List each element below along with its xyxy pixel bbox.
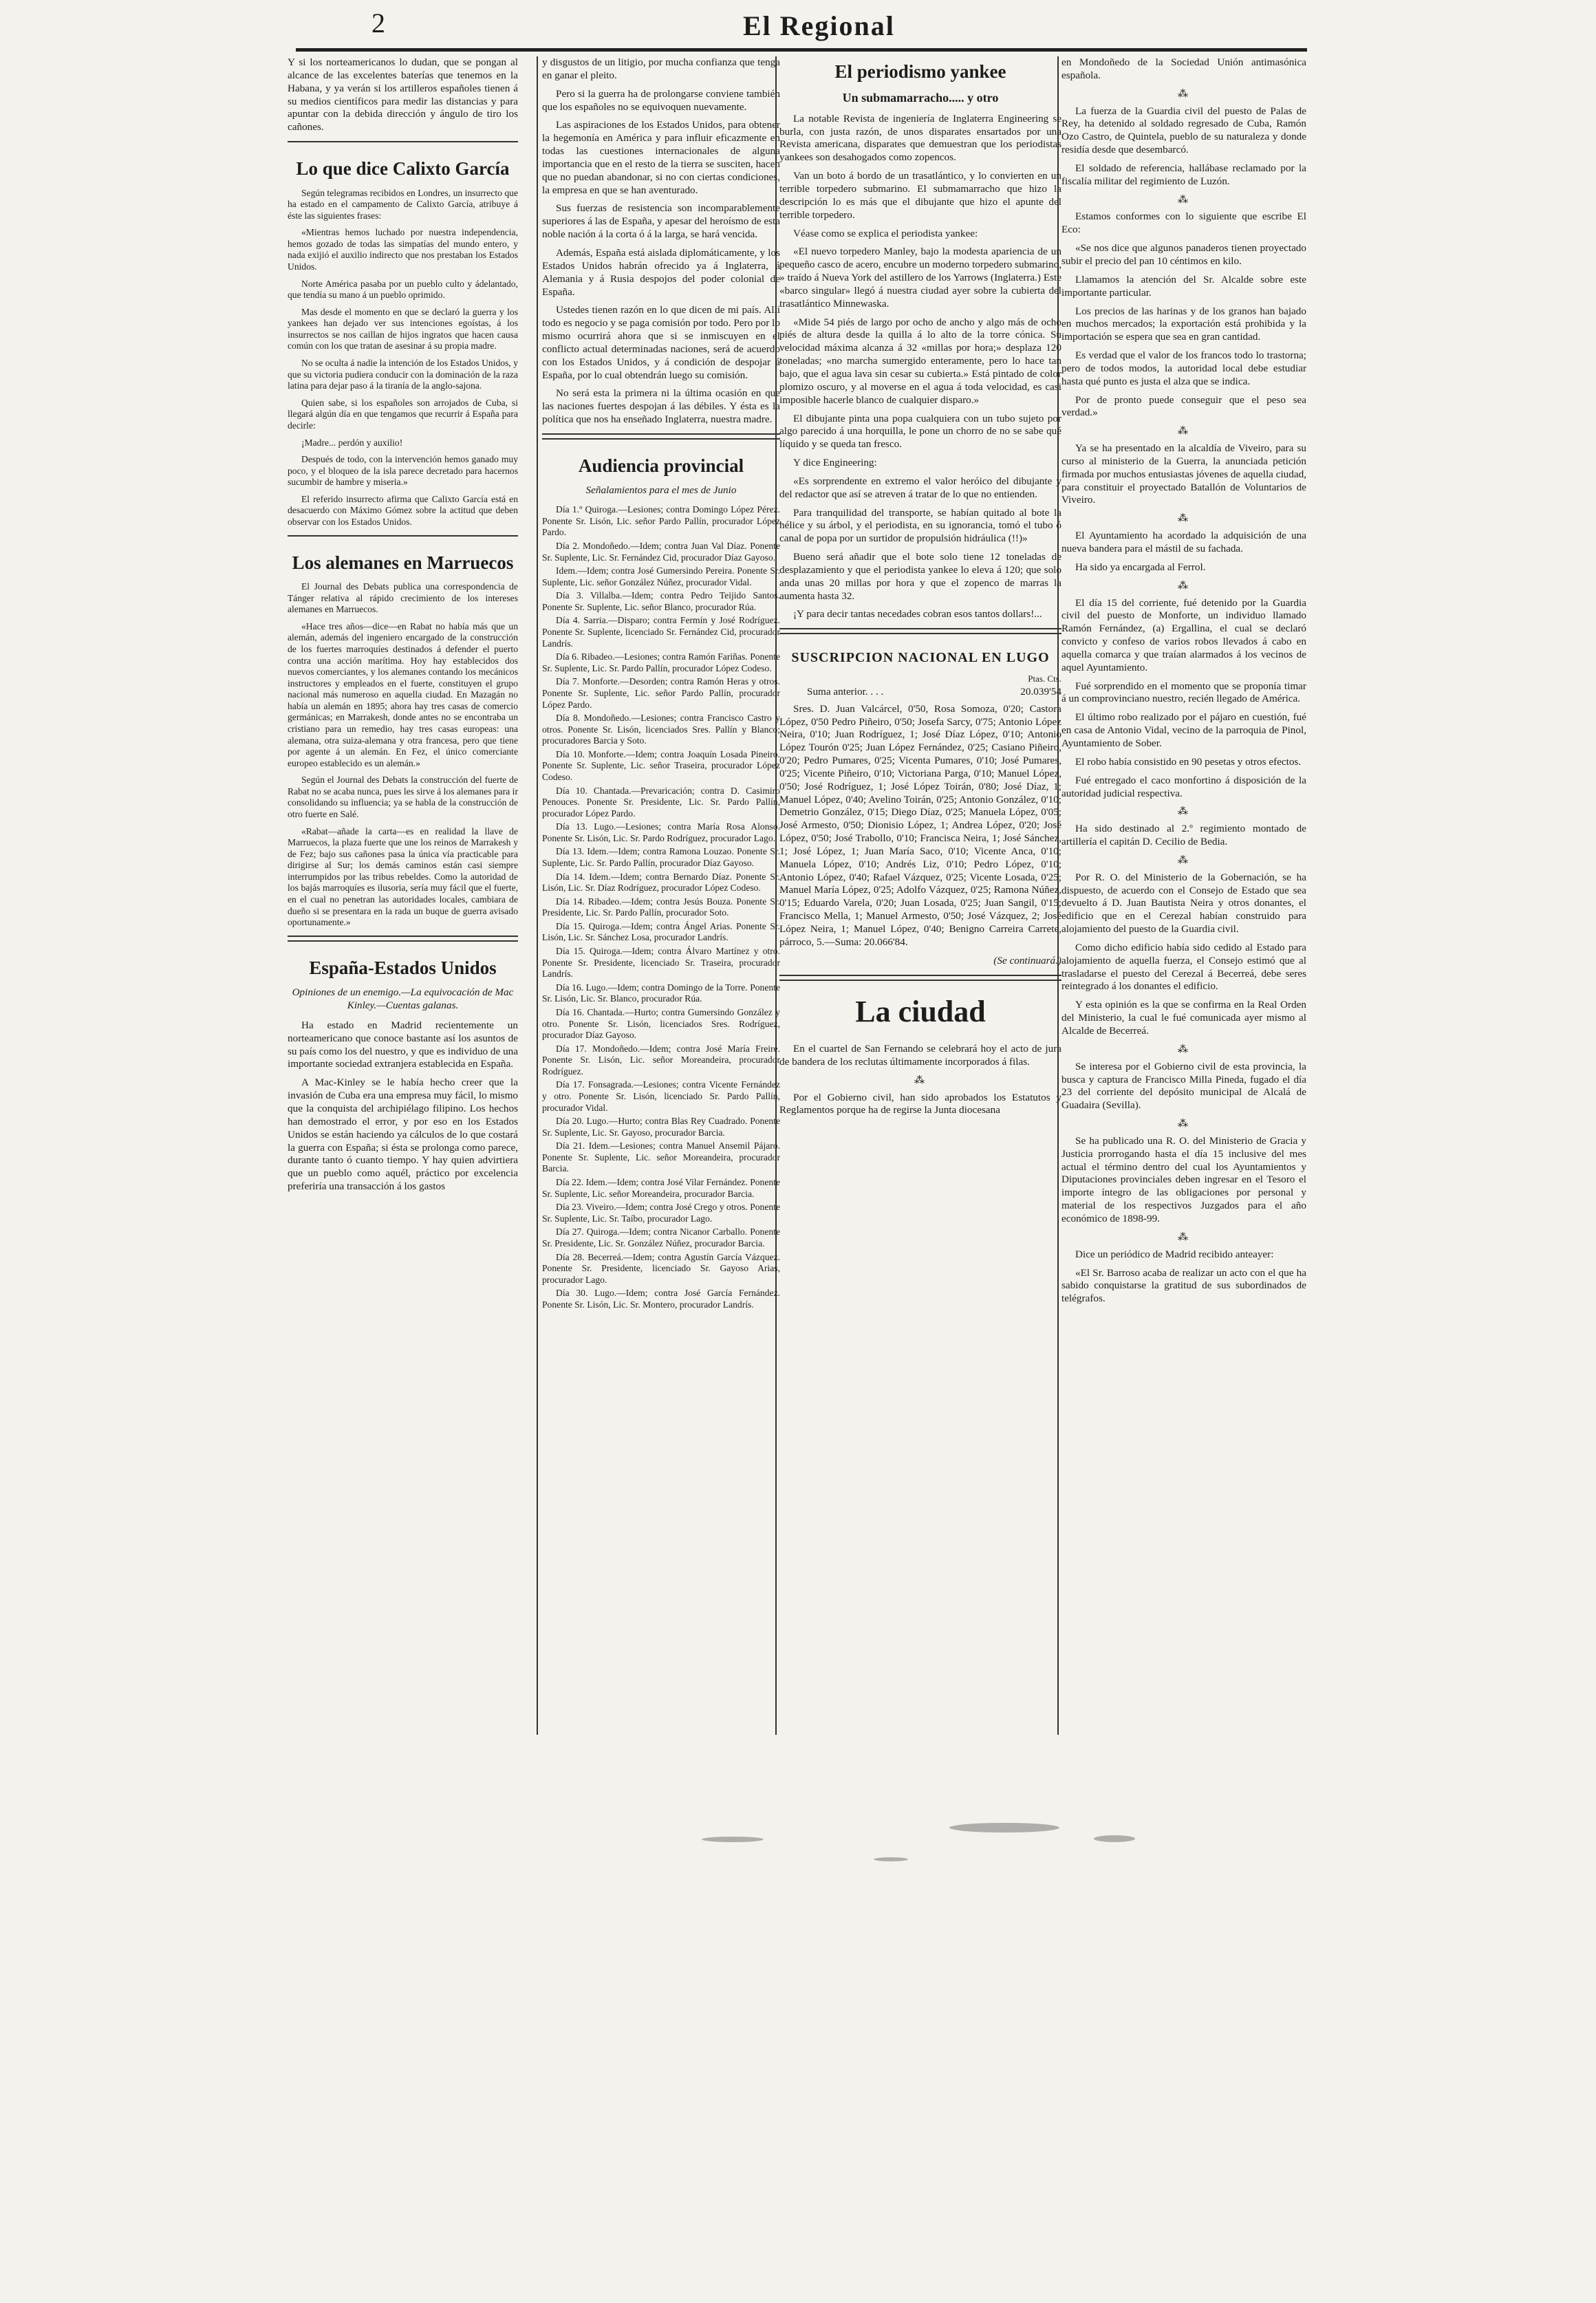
article-text: Para tranquilidad del transporte, se habían quitado al bote la hélice y su árbol, y el periodista, en su ignorancia, tomó el tubo ó canal de popa por un surtidor de propulsión hidráulica (!!)» xyxy=(779,506,1061,545)
scan-noise xyxy=(949,1823,1059,1832)
separator: ⁂ xyxy=(1177,805,1191,818)
court-entry: Día 17. Fonsagrada.—Lesiones; contra Vicente Fernández y otro. Ponente Sr. Lisón, licenciado Sr. Pardo Pallín, procurador Vidal. xyxy=(542,1079,780,1113)
article-text: Sus fuerzas de resistencia son incomparablemente superiores á las de España, y apesar del heroísmo de esta noble nación á la corta ó á la larga, se hará vencida. xyxy=(542,202,780,241)
news-item: La fuerza de la Guardia civil del puesto de Palas de Rey, ha detenido al soldado regresado de Cuba, Ramón Ozo Castro, de Quintela, pueblo de su naturaleza y donde residía desde que desembarcó. xyxy=(1061,105,1306,156)
article-text: Según telegramas recibidos en Londres, un insurrecto que ha estado en el campamento de Calixto García, atribuye á éste las siguientes frases: xyxy=(288,187,518,221)
court-entry: Día 28. Becerreá.—Idem; contra Agustín García Vázquez. Ponente Sr. Presidente, licenciado Sr. Gayoso Arias, procurador Lago. xyxy=(542,1251,780,1285)
court-entry: Día 7. Monforte.—Desorden; contra Ramón Heras y otros. Ponente Sr. Suplente, Lic. señor Pardo Pallín, procurador López Pardo. xyxy=(542,676,780,710)
column-2 xyxy=(542,56,780,1312)
article-text: «Mide 54 piés de largo por ocho de ancho y algo más de ocho piés de altura desde la quilla á lo alto de la torre cónica. Su velocidad máxima alcanza á 32 «millas por hora;» desplaza 120 toneladas; «no marcha sumergido enteramente, pero lo hace tan bajo, que el agua lava sin cesar su cubierta.» Está pintado de color plomizo oscuro, y al moverse en el agua á toda velocidad, es casi imposible hacerle blanco de cualquier disparo.» xyxy=(779,316,1061,406)
court-entry: Día 30. Lugo.—Idem; contra José García Fernández. Ponente Sr. Lisón, Lic. Sr. Montero, procurador Landrís. xyxy=(542,1288,780,1310)
article-heading: La ciudad xyxy=(855,994,986,1028)
newspaper-title: El Regional xyxy=(743,10,895,41)
article-text: Las aspiraciones de los Estados Unidos, para obtener la hegemonía en América y para influir eficazmente en todas las cuestiones internacionales de alguna importancia que en el resto de la tierra se susciten, hacen que no puedan abandonar, si no con ciertas condiciones, la empresa en que se han aventurado. xyxy=(542,119,780,196)
court-entry: Día 15. Quiroga.—Idem; contra Álvaro Martínez y otro. Ponente Sr. Presidente, licenciado Sr. Traseira, procurador Landrís. xyxy=(542,946,780,980)
article-text: «El nuevo torpedero Manley, bajo la modesta apariencia de un pequeño casco de acero, encubre un moderno torpedero submarino, » traído á Nueva York del astillero de los Yarrows (Inglaterra.) Este «barco singular» llegó á nuestra ciudad ayer sobre la cubierta del trasatlántico Minnewaska. xyxy=(779,246,1061,310)
court-entry: Día 14. Idem.—Idem; contra Bernardo Díaz. Ponente Sr. Lisón, Lic. Sr. Díaz Rodríguez, procurador López Codeso. xyxy=(542,871,780,894)
court-entry: Día 22. Idem.—Idem; contra José Vilar Fernández. Ponente Sr. Suplente, Lic. señor Moreandeira, procurador Barcia. xyxy=(542,1177,780,1199)
divider xyxy=(288,141,518,142)
court-entry: Día 1.º Quiroga.—Lesiones; contra Domingo López Pérez. Ponente Sr. Lisón, Lic. señor Pardo Pallín, procurador López Pardo. xyxy=(542,504,780,538)
court-entry: Día 13. Idem.—Idem; contra Ramona Louzao. Ponente Sr. Suplente, Lic. Sr. Pardo Pallín, procurador Díaz Gayoso. xyxy=(542,846,780,869)
column-1 xyxy=(288,56,518,1199)
article-text: «Mientras hemos luchado por nuestra independencia, hemos gozado de todas las simpatías del mundo entero, y nada exijió el auxilio indirecto que nos prestaban los Estados Unidos. xyxy=(288,227,518,272)
article-text: Norte América pasaba por un pueblo culto y ádelantado, que tendía su mano á un pueblo oprimido. xyxy=(288,278,518,301)
article-text: Y si los norteamericanos lo dudan, que se pongan al alcance de las excelentes baterías que tenemos en la Habana, y ya verán si los artilleros españoles tienen á su medios científicos para medir las distancias y para apuntar con la debida dirección y ángulo de tiro los cañones. xyxy=(288,56,518,133)
article-text: El referido insurrecto afirma que Calixto García está en desacuerdo con Máximo Gómez sobre la actitud que deben observar con los Estados Unidos. xyxy=(288,493,518,527)
scan-noise xyxy=(1094,1835,1135,1842)
court-entry: Día 14. Ribadeo.—Idem; contra Jesús Bouza. Ponente Sr. Presidente, Lic. Sr. Pardo Pallín, procurador Soto. xyxy=(542,896,780,918)
scan-noise xyxy=(702,1837,764,1842)
article-subtitle: Señalamientos para el mes de Junio xyxy=(585,484,737,497)
separator: ⁂ xyxy=(1177,193,1191,206)
separator: ⁂ xyxy=(1177,854,1191,866)
news-item: Fué sorprendido en el momento que se proponía timar á un comprovinciano nuestro, recién llegado de América. xyxy=(1061,680,1306,705)
separator: ⁂ xyxy=(1177,579,1191,592)
article-text: No se oculta á nadie la intención de los Estados Unidos, y que su victoria pudiera conducir con la dominación de la raza latina para dejar paso á la tiranía de la anglo-sajona. xyxy=(288,358,518,391)
article-text: Van un boto á bordo de un trasatlántico, y lo convierten en un terrible torpedero submarino. El submamarracho que hizo la descripción lo es más que el dibujante que hizo el apunte del terrible torpedero. xyxy=(779,170,1061,221)
donor-list: Sres. D. Juan Valcárcel, 0'50, Rosa Somoza, 0'20; Castora López, 0'50 Pedro Piñeiro, 0'50; Josefa Sarcy, 0'75; Antonio López Neira, 0'10; Juan Rodríguez, 1; José Díaz López, 0'10; Antonio López Tourón 0'25; Juan López Fernández, 0'25; Casiano Piñeiro, 0'20; Pedro Pumares, 0'25; Vicenta Pumares, 0'10; José Pumares, 0'25; Vicente Piñeiro, 0'10; Victoriana Parga, 0'10; Manuel López, 0'50; José Rodríguez, 1; José López Toirán, 0'80; José Díaz, 1; Manuel López, 0'40; Avelino Toirán, 0'25; Antonio González, 0'10; Demetrio González, 0'15; Diego Díaz, 0'25; Manuela López, 0'05; José Armesto, 0'50; Dionisio López, 1; Andrea López, 0'20; José López, 0'50; José Trabollo, 0'10; Francisca Neira, 1; José Sánchez, 1; José López, 1; Juan María Saco, 0'10; Vicente Anca, 0'10; Manuela López, 0'10; Andrés Liz, 0'10; Pedro López, 0'10; Antonio López, 0'40; Rafael Vázquez, 0'25; Vicente Losada, 0'25; Manuel María López, 0'25; Adolfo Vázquez, 0'25; Ramona Núñez, 0'15; Eduardo Varela, 0'20; Juan Losada, 0'25; Juan Sangil, 0'15; Francisco Mella, 1; Manuel Armesto, 0'50; José Vázquez, 2; José López Neira, 1; Manuel López, 0'40; Benigno Carreira Carrete, párroco, 5.—Suma: 20.066'84. xyxy=(779,702,1061,948)
court-entry: Día 27. Quiroga.—Idem; contra Nicanor Carballo. Ponente Sr. Presidente, Lic. Sr. González Núñez, procurador Barcia. xyxy=(542,1226,780,1248)
article-text: Ha estado en Madrid recientemente un norteamericano que conoce bastante así los asuntos de su país como los del nuestro, y que es individuo de una importante sociedad extranjera establecida en España. xyxy=(288,1019,518,1070)
divider xyxy=(779,628,1061,634)
continued-note: (Se continuará.) xyxy=(993,954,1061,966)
court-entry: Día 8. Mondoñedo.—Lesiones; contra Francisco Castro y otros. Ponente Sr. Lisón, licenciados Sres. Pallín y Blanco; procuradores Barcia y Soto. xyxy=(542,713,780,746)
article-text: ¡Madre... perdón y auxilio! xyxy=(301,437,403,448)
news-item: Los precios de las harinas y de los granos han bajado en muchos mercados; la exportación está prohibida y la importación se espera que sea en gran cantidad. xyxy=(1061,305,1306,343)
divider xyxy=(288,936,518,942)
court-entry: Día 4. Sarria.—Disparo; contra Fermín y José Rodríguez. Ponente Sr. Suplente, licenciado Sr. Fernández Cid, procurador Landrís. xyxy=(542,615,780,649)
article-text: A Mac-Kinley se le había hecho creer que la invasión de Cuba era una empresa muy fácil, lo mismo que la conquista del archipiélago filipino. Los hechos han demostrado el error, y por eso en los Estados Unidos se están haciendo ya cálculos de lo que costará la guerra con España; si ésta se prolonga como parece, durante tanto ó cuanto tiempo. Y hay quien advirtiera que un pueblo como aquél, práctico por excelencia preferiría una transacción á los gastos xyxy=(288,1077,518,1193)
column-rule xyxy=(537,56,538,1735)
news-item: Ha sido ya encargada al Ferrol. xyxy=(1075,561,1206,573)
news-item: El Ayuntamiento ha acordado la adquisición de una nueva bandera para el mástil de su fachada. xyxy=(1061,530,1306,554)
article-subheading: Un submamarracho..... y otro xyxy=(842,91,999,105)
news-item: Se interesa por el Gobierno civil de esta provincia, la busca y captura de Francisco Milla Pineda, fugado el día 23 del corriente del depósito municipal de Alcalá de Guadaira (Sevilla). xyxy=(1061,1060,1306,1112)
article-text: «Hace tres años—dice—en Rabat no había más que un alemán, además del ingeniero encargado de la construcción de los fuertes marroquíes destinados á defender el puerto contra una acción marítima. Hoy hay establecidos dos nuevos comerciantes, y los alemanes contando los mecánicos instructores y empleados en el fuerte, constituyen el grupo nacional más numeroso en aquella ciudad. En Mazagán no había un alemán en 1895; ahora hay tres casas de comercio germánicas; en Marrakesh, donde antes no se encontraba un cristiano para un remedio, hay tres casas europeas: una alemana, otra suiza-alemana y otra francesa, pero que tiene por agente á un alemán. En Fez, el único comerciante europeo establecido es un alemán.» xyxy=(288,620,518,768)
news-item: Y esta opinión es la que se confirma en la Real Orden del Ministerio, la cual le fué comunicada ayer mismo al Alcalde de Becerreá. xyxy=(1061,999,1306,1037)
article-text: Ustedes tienen razón en lo que dicen de mi país. Allí todo es negocio y se paga comisión por todo. Pero por lo mismo ocurrirá ahora que si se inmiscuyen en el conflicto actual determinadas naciones, será de acuerdo con los Estados Unidos, y á condición de despojar á España, por lo cual obtendrán luego su comisión. xyxy=(542,304,780,381)
article-text: Además, España está aislada diplomáticamente, y los Estados Unidos habrán ofrecido ya á Inglaterra, á Alemania y á Rusia despojos del poder colonial de España. xyxy=(542,246,780,298)
previous-sum-value: 20.039'54 xyxy=(1020,685,1061,698)
article-text: Mas desde el momento en que se declaró la guerra y los yankees han dejado ver sus intenciones egoístas, á los insurrectos se nos caillan de hijos ingratos que hacen causa común con los que tratan de asesinar á su propia madre. xyxy=(288,306,518,352)
news-item: Llamamos la atención del Sr. Alcalde sobre este importante particular. xyxy=(1061,273,1306,299)
article-text: Bueno será añadir que el bote solo tiene 12 toneladas de desplazamiento y que el periodista yankee lo eleva á 120; que solo anda unas 20 millas por hora y que el zopenco de marras la aumenta hasta 32. xyxy=(779,551,1061,602)
article-text: Según el Journal des Debats la construcción del fuerte de Rabat no se acaba nunca, pues les sirve á los alemanes para ir consolidando su influencia; ya se habla de la construcción de otro fuerte en Salé. xyxy=(288,775,518,820)
article-heading: El periodismo yankee xyxy=(834,61,1006,82)
article-text: El Journal des Debats publica una correspondencia de Tánger relativa al rápido crecimiento de los intereses alemanes en Marruecos. xyxy=(288,581,518,615)
article-heading: Audiencia provincial xyxy=(578,455,744,476)
column-3 xyxy=(779,56,1061,1123)
article-text: ¡Y para decir tantas necedades cobran esos tantos dollars!... xyxy=(793,608,1042,620)
article-heading: SUSCRIPCION NACIONAL EN LUGO xyxy=(791,650,1050,666)
article-heading: España-Estados Unidos xyxy=(309,957,497,978)
news-item: «El Sr. Barroso acaba de realizar un acto con el que ha sabido conquistarse la gratitud de sus subordinados de telégrafos. xyxy=(1061,1266,1306,1305)
news-item: Como dicho edificio había sido cedido al Estado para alojamiento de aquella fuerza, el Consejo estimó que al trasladarse el puesto del Cerezal á Becerreá, debe seres reintegrado á los donantes el edificio. xyxy=(1061,941,1306,993)
court-entry: Día 21. Idem.—Lesiones; contra Manuel Ansemil Pájaro. Ponente Sr. Suplente, Lic. señor Moreandeira, procurador Barcia. xyxy=(542,1140,780,1174)
news-item: El día 15 del corriente, fué detenido por la Guardia civil del puesto de Monforte, un individuo llamado Ramón Fernández, (a) Ergallina, el cual se declaró convicto y confeso de varios robos llevados á cabo en aquella comarca y que traían alarmados á los vecinos de aquel Ayuntamiento. xyxy=(1061,596,1306,673)
news-item: Por R. O. del Ministerio de la Gobernación, se ha dispuesto, de acuerdo con el Consejo de Estado que sea devuelto á D. Juan Bautista Neira y otros donantes, el edificio que en el Cerezal habían construido para alojamiento del puesto de la Guardia civil. xyxy=(1061,871,1306,936)
article-text: En el cuartel de San Fernando se celebrará hoy el acto de jura de bandera de los reclutas últimamente incorporados á filas. xyxy=(779,1043,1061,1068)
article-text: Y dice Engineering: xyxy=(793,457,877,469)
court-entry: Día 16. Lugo.—Idem; contra Domingo de la Torre. Ponente Sr. Lisón, Lic. Sr. Blanco, procurador Rúa. xyxy=(542,982,780,1004)
divider xyxy=(288,535,518,537)
news-item: El robo había consistido en 90 pesetas y otros efectos. xyxy=(1075,755,1302,768)
court-entry: Día 13. Lugo.—Lesiones; contra María Rosa Alonso. Ponente Sr. Lisón, Lic. Sr. Pardo Rodríguez, procurador Lago. xyxy=(542,821,780,843)
article-text: La notable Revista de ingeniería de Inglaterra Engineering se burla, con justa razón, de unos disparates ensartados por una Revista americana, disparates que demuestran que los periodistas yankees son desahogados como zopencos. xyxy=(779,112,1061,164)
court-entry: Día 2. Mondoñedo.—Idem; contra Juan Val Díaz. Ponente Sr. Suplente, Lic. Sr. Fernández Cid, procurador Díaz Gayoso. xyxy=(542,540,780,563)
separator: ⁂ xyxy=(1177,1231,1191,1243)
court-entry: Día 10. Chantada.—Prevaricación; contra D. Casimiro Penouces. Ponente Sr. Presidente, Lic. Sr. Pardo Pallín, procurador López Pardo. xyxy=(542,785,780,819)
court-entry: Día 6. Ribadeo.—Lesiones; contra Ramón Fariñas. Ponente Sr. Suplente, Lic. Sr. Pardo Pallín, procurador López Codeso. xyxy=(542,651,780,673)
article-subtitle: Opiniones de un enemigo.—La equivocación de Mac Kinley.—Cuentas galanas. xyxy=(292,986,514,1012)
article-text: «Rabat—añade la carta—es en realidad la llave de Marruecos, la plaza fuerte que une los reinos de Marrakesh y de Fez; bajo sus cañones pasa la única vía practicable para dirigirse al Sur; los demás caminos están casi siempre interrumpidos por las tribus rebeldes. Como la autoridad de los bajás marroquíes es ilusoria, sería muy fácil que el fuerte, en el cual no penetran las autoridades locales, cambiara de dueño si se presentara en la rada un buque de guerra avisado oportunamente.» xyxy=(288,825,518,928)
column-4 xyxy=(1061,56,1306,1311)
separator: ⁂ xyxy=(1177,1043,1191,1055)
court-entry: Día 3. Villalba.—Idem; contra Pedro Teijido Santos. Ponente Sr. Suplente, Lic. señor Blanco, procurador Rúa. xyxy=(542,590,780,612)
court-entry: Día 16. Chantada.—Hurto; contra Gumersindo González y otro. Ponente Sr. Lisón, licenciados Sres. Rodríguez, procurador Díaz Gayoso. xyxy=(542,1006,780,1041)
news-item: Ya se ha presentado en la alcaldía de Viveiro, para su curso al ministerio de la Guerra, la anunciada petición firmada por muchos entusiastas jóvenes de aquella ciudad, para constituir el proyectado Batallón de Voluntarios de Viveiro. xyxy=(1061,442,1306,506)
masthead xyxy=(296,7,1307,55)
article-text: Después de todo, con la intervención hemos ganado muy poco, y el bloqueo de la isla parece decretado para hacernos sucumbir de hambre y miseria.» xyxy=(288,454,518,488)
article-text: Véase como se explica el periodista yankee: xyxy=(793,227,978,239)
news-item: Por de pronto puede conseguir que el peso sea verdad.» xyxy=(1061,393,1306,419)
court-entry: Día 17. Mondoñedo.—Idem; contra José María Freire. Ponente Sr. Lisón, Lic. señor Moreandeira, procurador Rodríguez. xyxy=(542,1043,780,1077)
page-number: 2 xyxy=(371,8,385,39)
news-item: Es verdad que el valor de los francos todo lo trastorna; pero de todos modos, la autoridad local debe estudiar hasta qué punto es justa el alza que se indica. xyxy=(1061,349,1306,387)
news-item: Se ha publicado una R. O. del Ministerio de Gracia y Justicia prorrogando hasta el día 15 inclusive del mes actual el término dentro del cual los Ayuntamientos y Diputaciones provinciales deben ingresar en el Tesoro el importe íntegro de las obligaciones por personal y material de los respectivos Juzgados para el año económico de 1898-99. xyxy=(1061,1134,1306,1224)
previous-sum-label: Suma anterior. . . . xyxy=(807,685,884,698)
separator: ⁂ xyxy=(1177,425,1191,437)
separator: ⁂ xyxy=(1177,87,1191,100)
article-text: Pero si la guerra ha de prolongarse conviene también que los españoles no se equivoquen nuevamente. xyxy=(542,87,780,113)
separator: ⁂ xyxy=(1177,1118,1191,1130)
news-item: El último robo realizado por el pájaro en cuestión, fué en casa de Antonio Vidal, vecino de la parroquia de Pinol, Ayuntamiento de Sober. xyxy=(1061,711,1306,749)
divider xyxy=(779,975,1061,981)
divider xyxy=(542,433,780,440)
court-entry: Día 10. Monforte.—Idem; contra Joaquín Losada Pineiro. Ponente Sr. Suplente, Lic. señor Traseira, procurador López Codeso. xyxy=(542,748,780,782)
news-item: Dice un periódico de Madrid recibido anteayer: xyxy=(1075,1248,1274,1260)
article-text: No será esta la primera ni la última ocasión en que las naciones fuertes despojan á las débiles. Y ésta es la política que nos ha enseñado Inglaterra, nuestra madre. xyxy=(542,387,780,426)
scan-noise xyxy=(874,1857,908,1861)
news-item: «Se nos dice que algunos panaderos tienen proyectado subir el precio del pan 10 céntimos en kilo. xyxy=(1061,242,1306,267)
article-text: «Es sorprendente en extremo el valor heróico del dibujante y del redactor que así se atreven á tratar de lo que no entienden. xyxy=(779,475,1061,500)
masthead-rule xyxy=(296,48,1307,52)
news-item: Fué entregado el caco monfortino á disposición de la autoridad judicial respectiva. xyxy=(1061,774,1306,799)
court-schedule xyxy=(542,504,780,1310)
court-entry: Día 15. Quiroga.—Idem; contra Ángel Arias. Ponente Sr. Lisón, Lic. Sr. Sánchez Losa, procurador Landrís. xyxy=(542,920,780,943)
news-item: El soldado de referencia, hallábase reclamado por la fiscalía militar del regimiento de Luzón. xyxy=(1061,162,1306,187)
news-item: Ha sido destinado al 2.º regimiento montado de artillería el capitán D. Cecilio de Bedia. xyxy=(1061,823,1306,848)
court-entry: Día 20. Lugo.—Hurto; contra Blas Rey Cuadrado. Ponente Sr. Suplente, Lic. Sr. Gayoso, procurador Barcia. xyxy=(542,1116,780,1138)
article-text: Por el Gobierno civil, han sido aprobados los Estatutos y Reglamentos porque ha de regirse la Junta diocesana xyxy=(779,1091,1061,1116)
article-text: El dibujante pinta una popa cualquiera con un tubo sujeto por algo parecido á una horquilla, le pone un chorro de no se sabe qué líquido y se queda tan fresco. xyxy=(779,412,1061,451)
news-item: en Mondoñedo de la Sociedad Unión antimasónica española. xyxy=(1061,56,1306,81)
separator: ⁂ xyxy=(914,1074,927,1086)
article-text: Quien sabe, si los españoles son arrojados de Cuba, si llegará algún día en que tengamos que recurrir á España para decirle: xyxy=(288,397,518,431)
court-entry: Día 23. Viveiro.—Idem; contra José Crego y otros. Ponente Sr. Suplente, Lic. Sr. Taíbo, procurador Lago. xyxy=(542,1202,780,1224)
units-label: Ptas. Cts. xyxy=(1028,673,1061,684)
news-item: Estamos conformes con lo siguiente que escribe El Eco: xyxy=(1061,210,1306,236)
separator: ⁂ xyxy=(1177,512,1191,525)
article-heading: Los alemanes en Marruecos xyxy=(292,552,514,573)
article-heading: Lo que dice Calixto García xyxy=(296,158,510,180)
court-entry: Idem.—Idem; contra José Gumersindo Pereira. Ponente Sr. Suplente, Lic. señor González Núñez, procurador Vidal. xyxy=(542,565,780,587)
article-text: y disgustos de un litigio, por mucha confianza que tenga en ganar el pleito. xyxy=(542,56,780,81)
